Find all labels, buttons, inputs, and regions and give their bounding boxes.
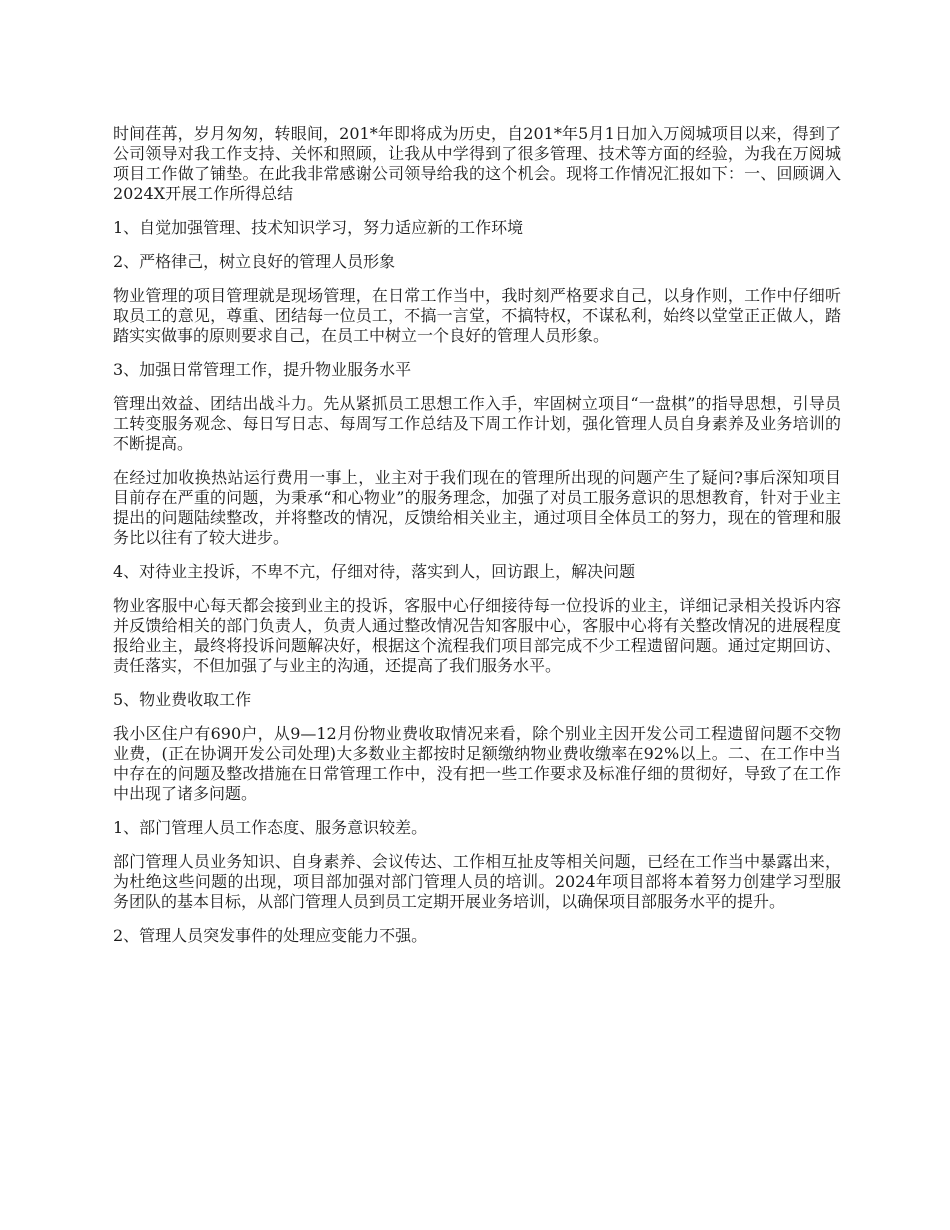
problem-heading-1: 1、部门管理人员工作态度、服务意识较差。 [113,818,428,837]
section-heading-4: 4、对待业主投诉，不卑不亢，仔细对待，落实到人，回访跟上，解决问题 [113,562,636,581]
section-2-paragraph: 物业管理的项目管理就是现场管理，在日常工作当中，我时刻严格要求自己，以身作则，工作中仔细听取员工的意见，尊重、团结每一位员工，不搞一言堂，不搞特权，不谋私利，始终以堂堂正正做人，踏踏实实做事的原则要求自己，在员工中树立一个良好的管理人员形象。 [113,286,841,345]
section-5-paragraph: 我小区住户有690户，从9—12月份物业费收取情况来看，除个别业主因开发公司工程遗留问题不交物业费，(正在协调开发公司处理)大多数业主都按时足额缴纳物业费收缴率在92%以上。二、在工作中当中存在的问题及整改措施在日常管理工作中，没有把一些工作要求及标准仔细的贯彻好，导致了在工作中出现了诸多问题。 [113,724,841,803]
section-heading-2: 2、严格律己，树立良好的管理人员形象 [113,252,396,271]
document-body [113,124,841,960]
section-3-paragraph-2: 在经过加收换热站运行费用一事上，业主对于我们现在的管理所出现的问题产生了疑问?事后深知项目目前存在严重的问题，为秉承“和心物业”的服务理念，加强了对员工服务意识的思想教育，针对于业主提出的问题陆续整改，并将整改的情况，反馈给相关业主，通过项目全体员工的努力，现在的管理和服务比以往有了较大进步。 [113,468,841,547]
section-heading-3: 3、加强日常管理工作，提升物业服务水平 [113,360,412,379]
problem-1-paragraph: 部门管理人员业务知识、自身素养、会议传达、工作相互扯皮等相关问题，已经在工作当中暴露出来，为杜绝这些问题的出现，项目部加强对部门管理人员的培训。2024年项目部将本着努力创建学习型服务团队的基本目标，从部门管理人员到员工定期开展业务培训，以确保项目部服务水平的提升。 [113,852,841,911]
section-heading-1: 1、自觉加强管理、技术知识学习，努力适应新的工作环境 [113,218,524,237]
problem-heading-2: 2、管理人员突发事件的处理应变能力不强。 [113,926,428,945]
section-3-paragraph-1: 管理出效益、团结出战斗力。先从紧抓员工思想工作入手，牢固树立项目“一盘棋”的指导思想，引导员工转变服务观念、每日写日志、每周写工作总结及下周工作计划，强化管理人员自身素养及业务培训的不断提高。 [113,394,841,453]
section-heading-5: 5、物业费收取工作 [113,690,252,709]
intro-paragraph: 时间荏苒，岁月匆匆，转眼间，201*年即将成为历史，自201*年5月1日加入万阅城项目以来，得到了公司领导对我工作支持、关怀和照顾，让我从中学得到了很多管理、技术等方面的经验，为我在万阅城项目工作做了铺垫。在此我非常感谢公司领导给我的这个机会。现将工作情况汇报如下：一、回顾调入2024X开展工作所得总结 [113,124,841,203]
section-4-paragraph: 物业客服中心每天都会接到业主的投诉，客服中心仔细接待每一位投诉的业主，详细记录相关投诉内容并反馈给相关的部门负责人，负责人通过整改情况告知客服中心，客服中心将有关整改情况的进展程度报给业主，最终将投诉问题解决好，根据这个流程我们项目部完成不少工程遗留问题。通过定期回访、责任落实，不但加强了与业主的沟通，还提高了我们服务水平。 [113,596,841,675]
